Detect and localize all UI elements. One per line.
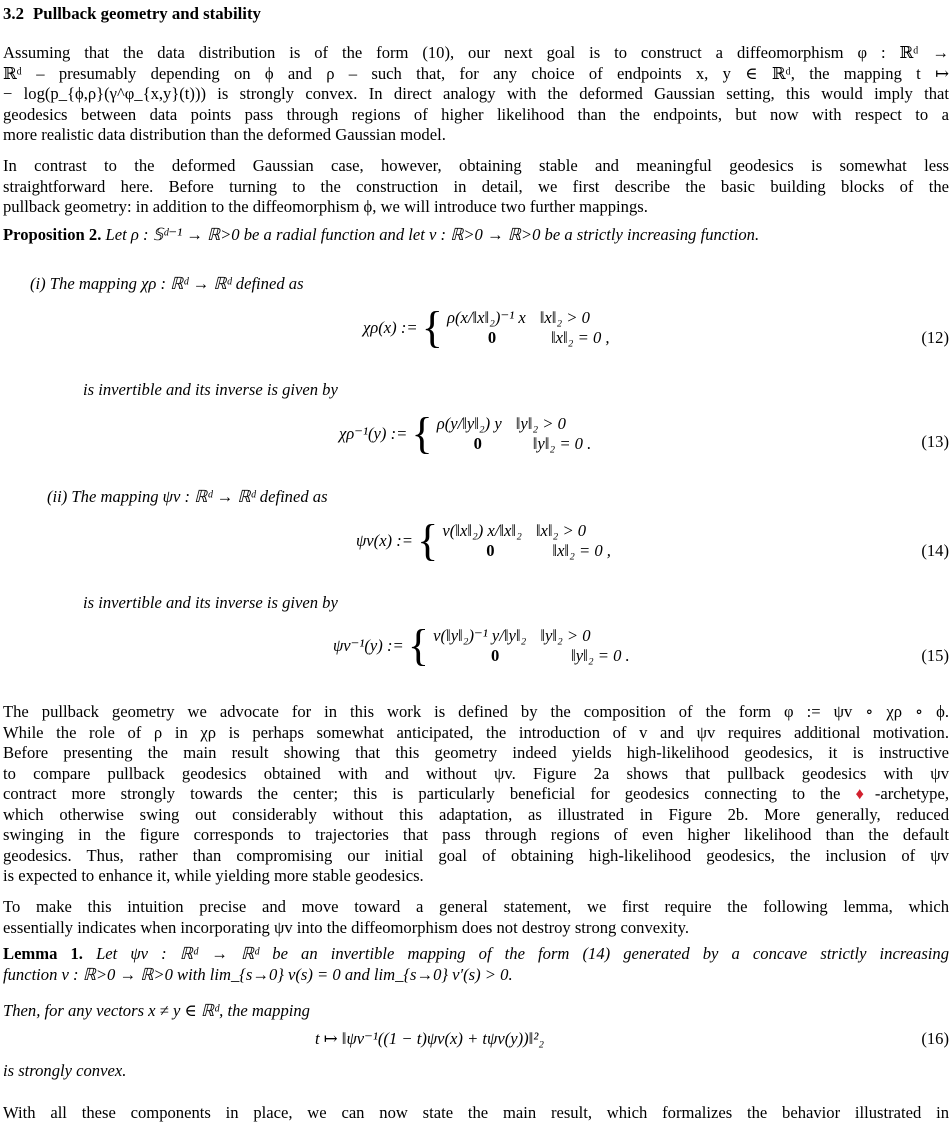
para1-line-2: ℝᵈ – presumably depending on ϕ and ρ – such that, for any choice of endpoints x, y ∈ ℝᵈ, the mapping t ↦ xyxy=(3,63,949,83)
section-title: Pullback geometry and stability xyxy=(33,4,261,23)
paragraph-1 xyxy=(3,43,949,146)
para1-line-5: more realistic data distribution than the deformed Gaussian model. xyxy=(3,125,446,144)
eq14-number: (14) xyxy=(921,541,949,560)
eq13-lhs: χρ⁻¹(y) := xyxy=(339,423,408,443)
proposition-item-i-inverse: is invertible and its inverse is given by xyxy=(83,380,338,399)
paragraph-2 xyxy=(3,156,949,218)
eq16-body: t ↦ ‖ψv⁻¹((1 − t)ψv(x) + tψv(y))‖²₂ xyxy=(315,1029,545,1048)
proposition-item-ii: (ii) The mapping ψv : ℝᵈ → ℝᵈ defined as xyxy=(47,487,328,506)
eq14-case2: 0 xyxy=(486,541,495,560)
eq15-lhs: ψv⁻¹(y) := xyxy=(333,635,404,655)
eq12-lhs: χρ(x) := xyxy=(363,317,418,337)
eq13-cases xyxy=(437,414,592,455)
lemma-1 xyxy=(3,944,949,985)
para3-line-4: to compare pullback geodesics obtained with and without ψv. Figure 2a shows that pullback geodesics with ψv xyxy=(3,763,949,783)
para3-line-1: The pullback geometry we advocate for in this work is defined by the composition of the form φ := ψv ∘ χρ ∘ ϕ. xyxy=(3,702,949,721)
para4-line-2: essentially indicates when incorporating ψv into the diffeomorphism does not destroy strong convexity. xyxy=(3,917,689,937)
eq12-cond2: ‖x‖₂ = 0 , xyxy=(551,328,610,347)
lemma-line-2: function v : ℝ>0 → ℝ>0 with lim_{s→0} v(s) = 0 and lim_{s→0} v′(s) > 0. xyxy=(3,964,513,984)
eq14-lhs: ψv(x) := xyxy=(356,530,413,550)
eq14-brace: { xyxy=(417,516,439,565)
eq14-cases xyxy=(442,521,611,562)
para3-line-2: While the role of ρ in χρ is perhaps somewhat anticipated, the introduction of v and ψv requires additional motivation. xyxy=(3,722,949,742)
equation-14 xyxy=(3,516,949,575)
eq12-cond1: ‖x‖₂ > 0 xyxy=(539,307,590,327)
equation-15 xyxy=(3,621,949,680)
eq14-cond2: ‖x‖₂ = 0 , xyxy=(552,541,611,560)
lemma-label: Lemma 1. xyxy=(3,944,83,963)
section-number: 3.2 xyxy=(3,4,24,23)
lemma-line-1: Let ψv : ℝᵈ → ℝᵈ be an invertible mapping of the form (14) generated by a concave strictly increasing xyxy=(96,944,949,963)
lemma-then: Then, for any vectors x ≠ y ∈ ℝᵈ, the mapping xyxy=(3,1001,310,1020)
equation-13 xyxy=(3,409,949,468)
eq15-number: (15) xyxy=(921,646,949,665)
eq14-cond1: ‖x‖₂ > 0 xyxy=(535,520,587,540)
equation-16 xyxy=(3,1029,949,1053)
paragraph-3 xyxy=(3,702,949,887)
paragraph-5 xyxy=(3,1103,949,1124)
eq13-cond2: ‖y‖₂ = 0 . xyxy=(532,434,592,453)
eq12-case1: ρ(x/‖x‖₂)⁻¹ x xyxy=(447,307,526,327)
eq12-number: (12) xyxy=(921,328,949,347)
eq12-cases xyxy=(447,308,610,349)
para4-line-1: To make this intuition precise and move toward a general statement, we first require the following lemma, which xyxy=(3,897,949,916)
proposition-2 xyxy=(3,225,949,246)
eq14-body xyxy=(356,516,611,565)
para2-line-2: straightforward here. Before turning to the construction in detail, we first describe the basic building blocks of the xyxy=(3,176,949,196)
para3-line-3: Before presenting the main result showing that this geometry indeed yields high-likelihood geodesics, it is instructive xyxy=(3,743,949,762)
eq15-cond2: ‖y‖₂ = 0 . xyxy=(571,646,630,665)
eq13-brace: { xyxy=(411,409,433,458)
eq15-cond1: ‖y‖₂ > 0 xyxy=(540,625,591,645)
eq13-case2: 0 xyxy=(473,434,482,453)
lemma-after: is strongly convex. xyxy=(3,1061,127,1080)
para2-line-1: In contrast to the deformed Gaussian case, however, obtaining stable and meaningful geodesics is somewhat less xyxy=(3,156,949,175)
para3-line-5: contract more strongly towards the center; this is particularly beneficial for geodesics connecting to the ♦-archetype, xyxy=(3,784,949,803)
eq15-cases xyxy=(433,626,630,667)
eq16-number: (16) xyxy=(921,1029,949,1048)
eq15-body xyxy=(333,621,630,670)
eq13-case1: ρ(y/‖y‖₂) y xyxy=(436,413,502,433)
eq15-case2: 0 xyxy=(490,646,500,665)
para3-line-7: swinging in the figure corresponds to trajectories that pass through regions of even higher likelihood than the default xyxy=(3,825,949,844)
proposition-label: Proposition 2. xyxy=(3,225,102,244)
para3-line-9: is expected to enhance it, while yielding more stable geodesics. xyxy=(3,866,424,885)
para3-line-6: which otherwise swing out considerably without this adaptation, as illustrated in Figure 2b. More generally, reduced xyxy=(3,804,949,824)
paragraph-4 xyxy=(3,897,949,938)
proposition-item-i: (i) The mapping χρ : ℝᵈ → ℝᵈ defined as xyxy=(30,274,304,293)
eq12-case2: 0 xyxy=(487,328,497,347)
para5-line-1: With all these components in place, we can now state the main result, which formalizes the behavior illustrated in xyxy=(3,1103,949,1122)
para3-line-8: geodesics. Thus, rather than compromising our initial goal of obtaining high-likelihood geodesics, the inclusion of ψv xyxy=(3,845,949,865)
para2-line-3: pullback geometry: in addition to the diffeomorphism ϕ, we will introduce two further mappings. xyxy=(3,197,648,216)
eq15-case1: v(‖y‖₂)⁻¹ y/‖y‖₂ xyxy=(433,625,527,645)
proposition-item-ii-inverse: is invertible and its inverse is given by xyxy=(83,593,338,612)
eq13-body xyxy=(339,409,592,458)
eq12-body xyxy=(363,303,610,352)
para1-line-1: Assuming that the data distribution is of the form (10), our next goal is to construct a diffeomorphism φ : ℝᵈ → xyxy=(3,43,949,62)
eq14-case1: v(‖x‖₂) x/‖x‖₂ xyxy=(442,520,522,540)
proposition-text: Let ρ : 𝕊ᵈ⁻¹ → ℝ>0 be a radial function and let v : ℝ>0 → ℝ>0 be a strictly increasing function. xyxy=(105,225,760,244)
eq13-number: (13) xyxy=(921,432,949,451)
eq15-brace: { xyxy=(407,621,429,670)
para1-line-3: − log(p_{ϕ,ρ}(γ^φ_{x,y}(t))) is strongly convex. In direct analogy with the deformed Gaussian setting, this would imply that xyxy=(3,84,949,103)
eq13-cond1: ‖y‖₂ > 0 xyxy=(515,413,566,433)
section-heading xyxy=(3,4,261,25)
para1-line-4: geodesics between data points pass through regions of higher likelihood than the endpoints, but now with respect to a xyxy=(3,104,949,124)
diamond-archetype-icon: ♦ xyxy=(855,784,875,803)
eq12-brace: { xyxy=(421,303,443,352)
equation-12 xyxy=(3,303,949,362)
